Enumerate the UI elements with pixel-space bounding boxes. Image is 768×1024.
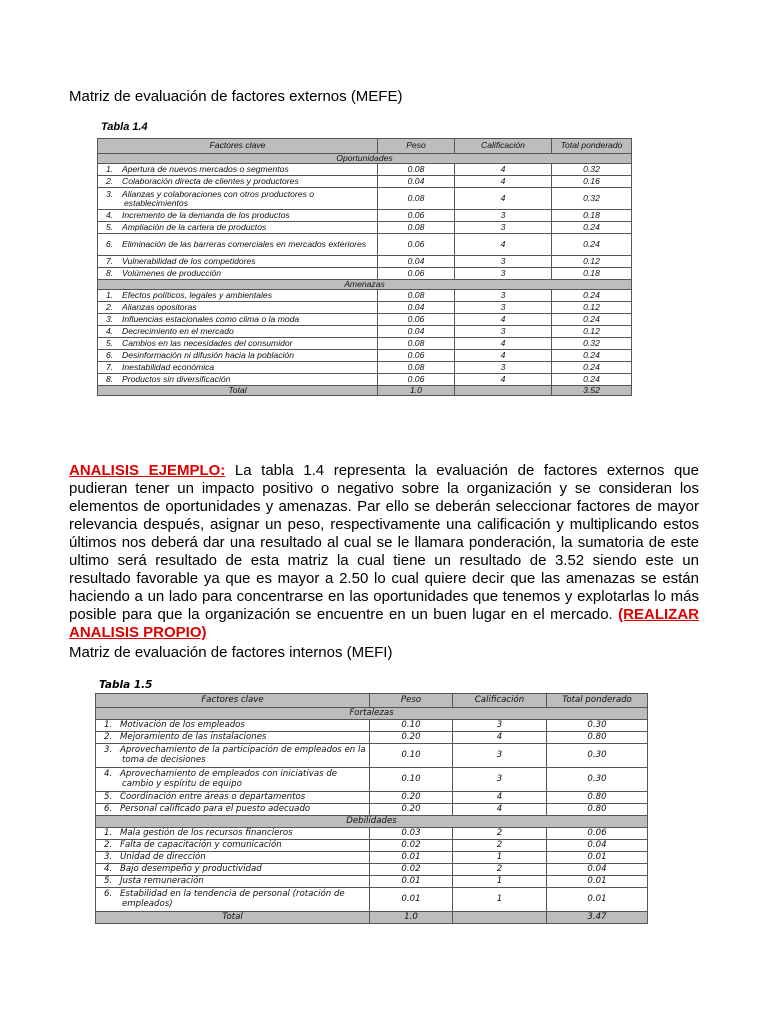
- peso-cell: 0.06: [378, 268, 455, 280]
- calificacion-cell: 4: [455, 234, 552, 256]
- factor-number: 2.: [106, 176, 114, 186]
- fortalezas-section-label: Fortalezas: [96, 708, 648, 720]
- calificacion-cell: 4: [453, 732, 547, 744]
- amenazas-section-row: [98, 280, 632, 290]
- mefi-heading: Matriz de evaluación de factores internos (MEFI): [69, 644, 393, 661]
- factor-number: 1.: [104, 719, 113, 730]
- factor-text: Motivación de los empleados: [120, 719, 245, 730]
- oportunidades-section-label: Oportunidades: [98, 154, 632, 164]
- table-row: [98, 268, 632, 280]
- peso-cell: 0.08: [378, 290, 455, 302]
- calificacion-cell: 1: [453, 876, 547, 888]
- calificacion-cell: 3: [455, 290, 552, 302]
- factor-number: 7.: [106, 362, 114, 373]
- peso-cell: 0.06: [378, 374, 455, 386]
- column-header-factor: Factores clave: [98, 139, 378, 154]
- factor-text: Eliminación de las barreras comerciales en mercados exteriores: [122, 239, 367, 249]
- peso-cell: 0.06: [378, 314, 455, 326]
- peso-cell: 0.01: [370, 852, 453, 864]
- mefe-heading: Matriz de evaluación de factores externos (MEFE): [69, 88, 403, 105]
- factor-text: Falta de capacitación y comunicación: [120, 839, 282, 850]
- calificacion-cell: 1: [453, 888, 547, 912]
- calificacion-cell: 3: [455, 326, 552, 338]
- factor-cell: [98, 222, 378, 234]
- table-row: [96, 864, 648, 876]
- factor-text: Justa remuneración: [120, 875, 204, 886]
- mefi-header-row: [96, 694, 648, 708]
- total-ponderado-cell: 0.24: [552, 234, 632, 256]
- total-ponderado-cell: 0.80: [547, 804, 648, 816]
- factor-cell: [96, 792, 370, 804]
- peso-cell: 0.20: [370, 792, 453, 804]
- factor-number: 3.: [104, 745, 113, 756]
- total-ponderado-cell: 0.01: [547, 888, 648, 912]
- total-ponderado-cell: 0.24: [552, 290, 632, 302]
- factor-number: 3.: [104, 851, 113, 862]
- table-row: [96, 876, 648, 888]
- calificacion-cell: 4: [455, 350, 552, 362]
- total-ponderado-cell: 0.01: [547, 876, 648, 888]
- analysis-cta: (REALIZAR ANALISIS PROPIO): [69, 606, 699, 641]
- peso-cell: 0.04: [378, 176, 455, 188]
- factor-cell: [96, 876, 370, 888]
- peso-cell: 0.03: [370, 828, 453, 840]
- calificacion-cell: 4: [455, 164, 552, 176]
- factor-number: 8.: [106, 268, 114, 278]
- factor-number: 4.: [104, 863, 113, 874]
- calificacion-cell: 3: [455, 210, 552, 222]
- factor-text: Productos sin diversificación: [122, 374, 231, 385]
- amenazas-section-label: Amenazas: [98, 280, 632, 290]
- factor-number: 3.: [106, 188, 114, 199]
- total-ponderado-cell: 0.24: [552, 350, 632, 362]
- peso-cell: 0.20: [370, 804, 453, 816]
- factor-number: 7.: [106, 256, 114, 266]
- factor-text: Colaboración directa de clientes y productores: [122, 176, 299, 186]
- table-row: [98, 188, 632, 210]
- calificacion-cell: 3: [453, 744, 547, 768]
- total-value: 3.52: [552, 386, 632, 396]
- column-header-calif: Calificación: [455, 139, 552, 154]
- peso-cell: 0.04: [378, 256, 455, 268]
- table-row: [98, 374, 632, 386]
- factor-cell: [98, 210, 378, 222]
- factor-number: 5.: [106, 338, 114, 349]
- factor-text: Apertura de nuevos mercados o segmentos: [122, 164, 289, 174]
- factor-cell: [98, 362, 378, 374]
- table-row: [98, 256, 632, 268]
- factor-cell: [98, 314, 378, 326]
- total-ponderado-cell: 0.04: [547, 864, 648, 876]
- calificacion-cell: 4: [455, 314, 552, 326]
- factor-cell: [96, 864, 370, 876]
- calificacion-cell: 1: [453, 852, 547, 864]
- factor-cell: [98, 338, 378, 350]
- factor-cell: [98, 256, 378, 268]
- debilidades-section-row: [96, 816, 648, 828]
- peso-cell: 0.10: [370, 720, 453, 732]
- total-ponderado-cell: 0.32: [552, 338, 632, 350]
- factor-text: Alianzas opositoras: [122, 302, 197, 313]
- total-ponderado-cell: 0.24: [552, 314, 632, 326]
- table-row: [96, 804, 648, 816]
- peso-cell: 0.08: [378, 164, 455, 176]
- factor-cell: [98, 164, 378, 176]
- mefi-table: [95, 693, 648, 924]
- calificacion-cell: 3: [455, 268, 552, 280]
- total-ponderado-cell: 0.01: [547, 852, 648, 864]
- factor-number: 5.: [104, 875, 113, 886]
- factor-number: 6.: [106, 350, 114, 361]
- calificacion-cell: 2: [453, 864, 547, 876]
- factor-cell: [96, 720, 370, 732]
- factor-cell: [96, 744, 370, 768]
- factor-text: Unidad de dirección: [120, 851, 206, 862]
- table-row: [98, 338, 632, 350]
- total-ponderado-cell: 0.18: [552, 210, 632, 222]
- factor-number: 2.: [106, 302, 114, 313]
- analysis-body: La tabla 1.4 representa la evaluación de factores externos que pudieran tener un impacto positivo o negativo sobre la organización y se consideran los elementos de oportunidades y amenazas. Par ello se deberán seleccionar factores de mayor relevancia después, asignar un peso, respectivamente una calificación y multiplicando estos últimos nos deberá dar una resultado al cual se le llamara ponderación, la sumatoria de este ultimo será resultado de esta matriz la cual tiene un resultado de 3.52 siendo este un resultado favorable ya que es mayor a 2.50 lo cual quiere decir que las amenazas se están haciendo a un lado para concentrarse en las oportunidades que tenemos y explotarlas lo más posible para que la organización se encuentre en un buen lugar en el mercado.: [69, 462, 699, 623]
- factor-text: Influencias estacionales como clima o la moda: [122, 314, 300, 325]
- peso-cell: 0.10: [370, 768, 453, 792]
- factor-number: 1.: [106, 290, 114, 301]
- factor-text: Coordinación entre áreas o departamentos: [120, 791, 306, 802]
- peso-cell: 0.04: [378, 302, 455, 314]
- total-ponderado-cell: 0.30: [547, 744, 648, 768]
- peso-cell: 0.06: [378, 210, 455, 222]
- table-row: [98, 314, 632, 326]
- total-ponderado-cell: 0.12: [552, 302, 632, 314]
- column-header-peso: Peso: [370, 694, 453, 708]
- factor-text: Decrecimiento en el mercado: [122, 326, 234, 337]
- analysis-label: ANALISIS EJEMPLO:: [69, 462, 226, 479]
- debilidades-section-label: Debilidades: [96, 816, 648, 828]
- factor-number: 2.: [104, 731, 113, 742]
- calificacion-cell: 4: [455, 176, 552, 188]
- peso-cell: 0.08: [378, 222, 455, 234]
- factor-text: Alianzas y colaboraciones con otros productores o establecimientos: [122, 188, 315, 208]
- factor-text: Estabilidad en la tendencia de personal (rotación de empleados): [120, 889, 345, 909]
- column-header-total: Total ponderado: [552, 139, 632, 154]
- oportunidades-section-row: [98, 154, 632, 164]
- factor-text: Incremento de la demanda de los productos: [122, 210, 290, 220]
- table-row: [96, 828, 648, 840]
- factor-cell: [96, 804, 370, 816]
- peso-cell: 0.08: [378, 338, 455, 350]
- table-row: [98, 290, 632, 302]
- peso-cell: 0.06: [378, 234, 455, 256]
- factor-text: Aprovechamiento de empleados con iniciativas de cambio y espíritu de equipo: [120, 769, 338, 789]
- factor-text: Bajo desempeño y productividad: [120, 863, 262, 874]
- calificacion-cell: 3: [453, 768, 547, 792]
- mefi-total-row: [96, 912, 648, 924]
- column-header-calif: Calificación: [453, 694, 547, 708]
- total-ponderado-cell: 0.16: [552, 176, 632, 188]
- factor-text: Desinformación ni difusión hacia la población: [122, 350, 294, 361]
- table-row: [96, 744, 648, 768]
- factor-cell: [98, 268, 378, 280]
- total-ponderado-cell: 0.12: [552, 326, 632, 338]
- peso-cell: 0.10: [370, 744, 453, 768]
- factor-number: 1.: [104, 827, 113, 838]
- total-peso: 1.0: [378, 386, 455, 396]
- peso-cell: 0.01: [370, 876, 453, 888]
- peso-cell: 0.02: [370, 864, 453, 876]
- factor-cell: [98, 350, 378, 362]
- total-label: Total: [96, 912, 370, 924]
- factor-number: 5.: [104, 791, 113, 802]
- calificacion-cell: 3: [455, 302, 552, 314]
- peso-cell: 0.20: [370, 732, 453, 744]
- table-row: [98, 326, 632, 338]
- total-ponderado-cell: 0.30: [547, 768, 648, 792]
- total-ponderado-cell: 0.80: [547, 732, 648, 744]
- total-ponderado-cell: 0.06: [547, 828, 648, 840]
- factor-number: 5.: [106, 222, 114, 232]
- total-ponderado-cell: 0.12: [552, 256, 632, 268]
- factor-cell: [98, 234, 378, 256]
- factor-text: Inestabilidad económica: [122, 362, 215, 373]
- mefe-total-row: [98, 386, 632, 396]
- factor-text: Personal calificado para el puesto adecuado: [120, 803, 311, 814]
- factor-number: 1.: [106, 164, 114, 174]
- total-ponderado-cell: 0.24: [552, 222, 632, 234]
- factor-text: Aprovechamiento de la participación de empleados en la toma de decisiones: [120, 745, 366, 765]
- factor-cell: [96, 732, 370, 744]
- total-ponderado-cell: 0.18: [552, 268, 632, 280]
- table-row: [96, 840, 648, 852]
- factor-number: 6.: [104, 889, 113, 900]
- factor-number: 6.: [106, 239, 114, 249]
- mefe-table: [97, 138, 632, 396]
- total-ponderado-cell: 0.80: [547, 792, 648, 804]
- table-row: [98, 210, 632, 222]
- calificacion-cell: 2: [453, 840, 547, 852]
- total-calificacion-empty: [453, 912, 547, 924]
- factor-text: Mejoramiento de las instalaciones: [120, 731, 267, 742]
- mefe-header-row: [98, 139, 632, 154]
- calificacion-cell: 3: [455, 362, 552, 374]
- factor-number: 4.: [106, 326, 114, 337]
- table-row: [98, 302, 632, 314]
- calificacion-cell: 4: [455, 374, 552, 386]
- analysis-paragraph: [69, 462, 699, 642]
- factor-cell: [98, 326, 378, 338]
- column-header-factor: Factores clave: [96, 694, 370, 708]
- total-ponderado-cell: 0.24: [552, 362, 632, 374]
- factor-text: Vulnerabilidad de los competidores: [122, 256, 256, 266]
- table-row: [96, 852, 648, 864]
- calificacion-cell: 3: [455, 222, 552, 234]
- table-row: [96, 768, 648, 792]
- mefe-table-caption: Tabla 1.4: [101, 121, 148, 133]
- total-ponderado-cell: 0.30: [547, 720, 648, 732]
- total-label: Total: [98, 386, 378, 396]
- factor-cell: [96, 768, 370, 792]
- factor-cell: [98, 188, 378, 210]
- factor-text: Ampliación de la cartera de productos: [122, 222, 267, 232]
- factor-cell: [98, 374, 378, 386]
- total-ponderado-cell: 0.24: [552, 374, 632, 386]
- column-header-total: Total ponderado: [547, 694, 648, 708]
- factor-number: 4.: [104, 769, 113, 780]
- calificacion-cell: 3: [455, 256, 552, 268]
- column-header-peso: Peso: [378, 139, 455, 154]
- calificacion-cell: 2: [453, 828, 547, 840]
- total-ponderado-cell: 0.32: [552, 188, 632, 210]
- table-row: [98, 350, 632, 362]
- factor-text: Efectos políticos, legales y ambientales: [122, 290, 272, 301]
- peso-cell: 0.06: [378, 350, 455, 362]
- table-row: [96, 732, 648, 744]
- total-value: 3.47: [547, 912, 648, 924]
- factor-cell: [98, 290, 378, 302]
- factor-number: 8.: [106, 374, 114, 385]
- factor-number: 3.: [106, 314, 114, 325]
- factor-text: Cambios en las necesidades del consumidor: [122, 338, 293, 349]
- total-calificacion-empty: [455, 386, 552, 396]
- table-row: [98, 234, 632, 256]
- table-row: [96, 720, 648, 732]
- calificacion-cell: 4: [455, 338, 552, 350]
- peso-cell: 0.01: [370, 888, 453, 912]
- table-row: [98, 362, 632, 374]
- factor-cell: [96, 840, 370, 852]
- total-peso: 1.0: [370, 912, 453, 924]
- calificacion-cell: 3: [453, 720, 547, 732]
- peso-cell: 0.08: [378, 188, 455, 210]
- factor-cell: [96, 852, 370, 864]
- calificacion-cell: 4: [455, 188, 552, 210]
- factor-number: 4.: [106, 210, 114, 220]
- table-row: [98, 222, 632, 234]
- table-row: [98, 164, 632, 176]
- peso-cell: 0.02: [370, 840, 453, 852]
- table-row: [98, 176, 632, 188]
- factor-text: Mala gestión de los recursos financieros: [120, 827, 293, 838]
- peso-cell: 0.08: [378, 362, 455, 374]
- calificacion-cell: 4: [453, 792, 547, 804]
- mefi-table-caption: Tabla 1.5: [99, 679, 153, 691]
- peso-cell: 0.04: [378, 326, 455, 338]
- factor-cell: [96, 828, 370, 840]
- factor-cell: [98, 176, 378, 188]
- calificacion-cell: 4: [453, 804, 547, 816]
- factor-text: Volúmenes de producción: [122, 268, 222, 278]
- fortalezas-section-row: [96, 708, 648, 720]
- factor-cell: [98, 302, 378, 314]
- total-ponderado-cell: 0.32: [552, 164, 632, 176]
- table-row: [96, 888, 648, 912]
- factor-number: 6.: [104, 803, 113, 814]
- factor-cell: [96, 888, 370, 912]
- table-row: [96, 792, 648, 804]
- factor-number: 2.: [104, 839, 113, 850]
- total-ponderado-cell: 0.04: [547, 840, 648, 852]
